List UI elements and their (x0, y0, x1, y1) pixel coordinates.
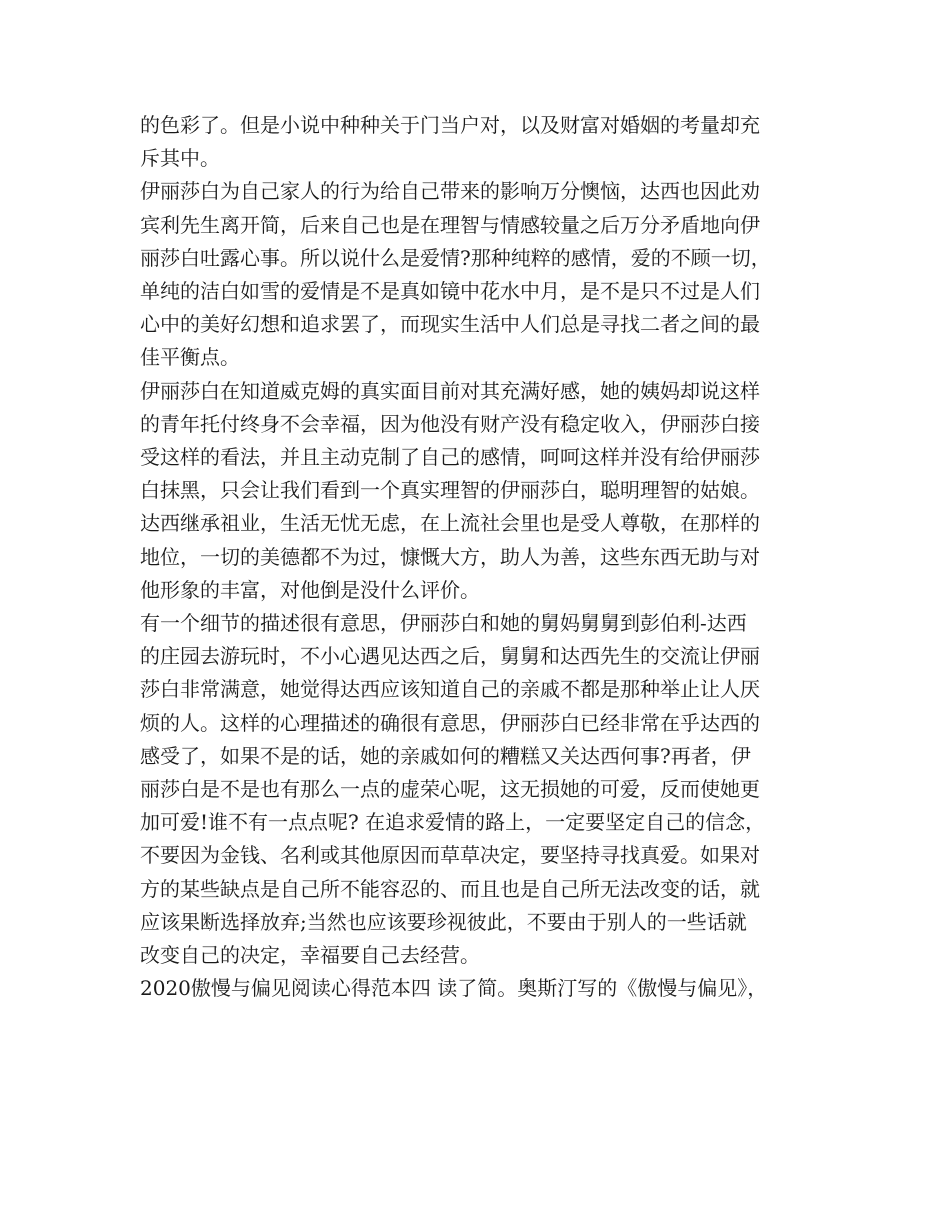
text-line: 白抹黑，只会让我们看到一个真实理智的伊丽莎白，聪明理智的姑娘。 (140, 478, 760, 503)
text-line: 改变自己的决定，幸福要自己去经营。 (140, 943, 480, 968)
text-line: 伊丽莎白为自己家人的行为给自己带来的影响万分懊恼，达西也因此劝 (140, 179, 760, 204)
paragraph (140, 607, 820, 972)
text-line: 方的某些缺点是自己所不能容忍的、而且也是自己所无法改变的话，就 (140, 876, 760, 901)
text-line: 受这样的看法，并且主动克制了自己的感情，呵呵这样并没有给伊丽莎 (140, 445, 760, 470)
text-line: 丽莎白吐露心事。所以说什么是爱情?那种纯粹的感情，爱的不顾一切， (140, 245, 771, 270)
paragraph (140, 175, 820, 374)
paragraph (140, 972, 820, 1005)
text-line: 地位，一切的美德都不为过，慷慨大方，助人为善，这些东西无助与对 (140, 544, 760, 569)
text-line: 烦的人。这样的心理描述的确很有意思，伊丽莎白已经非常在乎达西的 (140, 710, 760, 735)
paragraph (140, 109, 820, 175)
text-line: 莎白非常满意，她觉得达西应该知道自己的亲戚不都是那种举止让人厌 (140, 677, 760, 702)
document-page (140, 109, 820, 1005)
text-line: 心中的美好幻想和追求罢了，而现实生活中人们总是寻找二者之间的最 (140, 312, 760, 337)
paragraph (140, 375, 820, 508)
paragraph (140, 507, 820, 607)
text-line: 达西继承祖业，生活无忧无虑，在上流社会里也是受人尊敬，在那样的 (140, 511, 760, 536)
text-line: 佳平衡点。 (140, 345, 240, 370)
text-line: 2020傲慢与偏见阅读心得范本四 读了简。奥斯汀写的《傲慢与偏见》， (140, 976, 768, 1001)
text-line: 宾利先生离开简，后来自己也是在理智与情感较量之后万分矛盾地向伊 (140, 212, 760, 237)
text-line: 的青年托付终身不会幸福，因为他没有财产没有稳定收入，伊丽莎白接 (140, 411, 760, 436)
text-line: 的色彩了。但是小说中种种关于门当户对，以及财富对婚姻的考量却充 (140, 113, 760, 137)
text-line: 他形象的丰富，对他倒是没什么评价。 (140, 577, 480, 602)
text-line: 应该果断选择放弃;当然也应该要珍视彼此，不要由于别人的一些话就 (140, 909, 747, 934)
text-line: 有一个细节的描述很有意思，伊丽莎白和她的舅妈舅舅到彭伯利-达西 (140, 611, 747, 636)
text-line: 丽莎白是不是也有那么一点的虚荣心呢，这无损她的可爱，反而使她更 (140, 777, 760, 802)
text-line: 的庄园去游玩时，不小心遇见达西之后，舅舅和达西先生的交流让伊丽 (140, 644, 760, 669)
text-line: 感受了，如果不是的话，她的亲戚如何的糟糕又关达西何事?再者，伊 (140, 743, 751, 768)
text-line: 伊丽莎白在知道威克姆的真实面目前对其充满好感，她的姨妈却说这样 (140, 378, 760, 403)
text-line: 不要因为金钱、名利或其他原因而草草决定，要坚持寻找真爱。如果对 (140, 843, 760, 868)
text-line: 加可爱!谁不有一点点呢? 在追求爱情的路上，一定要坚定自己的信念， (140, 810, 766, 835)
text-line: 斥其中。 (140, 146, 220, 171)
text-line: 单纯的洁白如雪的爱情是不是真如镜中花水中月，是不是只不过是人们 (140, 279, 760, 304)
